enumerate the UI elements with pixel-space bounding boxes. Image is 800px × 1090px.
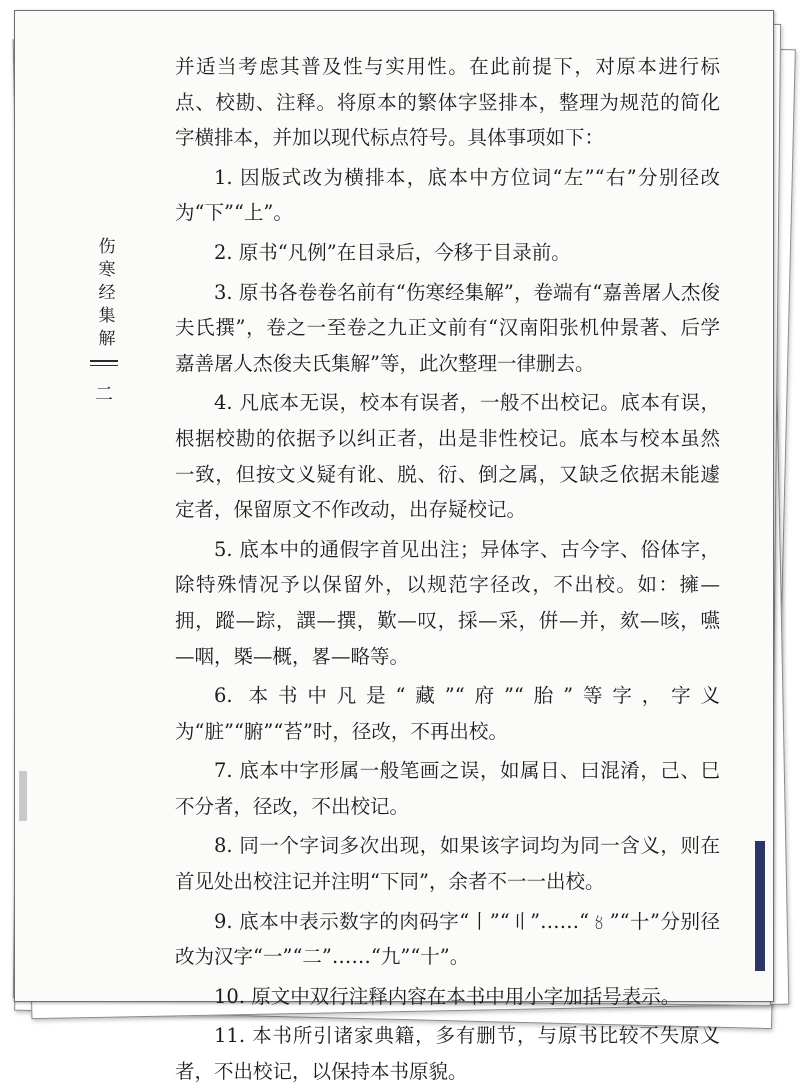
list-item: 1. 因版式改为横排本，底本中方位词“左”“右”分别径改为“下”“上”。 — [175, 165, 720, 225]
page-edge-mark — [755, 841, 765, 971]
list-item: 4. 凡底本无误，校本有误者，一般不出校记。底本有误，根据校勘的依据予以纠正者，出是非性校记。底本与校本虽然一致，但按文义疑有讹、脱、衍、倒之属，又缺乏依据未能遽定者，保留原文不作改动，出存疑校记。 — [175, 391, 720, 522]
body-text — [175, 49, 720, 1090]
list-item: 3. 原书各卷卷名前有“伤寒经集解”，卷端有“嘉善屠人杰俊夫氏撰”，卷之一至卷之九正文前有“汉南阳张机仲景著、后学嘉善屠人杰俊夫氏集解”等，此次整理一律删去。 — [175, 280, 720, 375]
list-item: 9. 底本中表示数字的肉码字“丨”“〢”……“〥”“〸”分别径改为汉字“一”“二”……“九”“十”。 — [175, 909, 720, 969]
list-item: 11. 本书所引诸家典籍，多有删节，与原书比较不失原义者，不出校记，以保持本书原貌。 — [175, 1024, 720, 1084]
intro-paragraph: 并适当考虑其普及性与实用性。在此前提下，对原本进行标点、校勘、注释。将原本的繁体字竖排本，整理为规范的简化字横排本，并加以现代标点符号。具体事项如下： — [175, 55, 720, 150]
list-item: 8. 同一个字词多次出现，如果该字词均为同一含义，则在首见处出校注记并注明“下同”，余者不一一出校。 — [175, 834, 720, 894]
running-title-text: 伤寒经集解 — [94, 237, 115, 352]
document-page — [14, 10, 774, 1084]
list-item: 7. 底本中字形属一般笔画之误，如属日、曰混淆，己、巳不分者，径改，不出校记。 — [175, 759, 720, 818]
list-item: 10. 原文中双行注释内容在本书中用小字加括号表示。 — [214, 984, 681, 1008]
page-edge-mark — [19, 771, 27, 821]
list-item: 6. 本书中凡是“藏”“府”“胎”等字，字义为“脏”“腑”“苔”时，径改，不再出校。 — [175, 684, 720, 743]
running-title — [89, 237, 119, 406]
list-item: 5. 底本中的通假字首见出注；异体字、古今字、俗体字，除特殊情况予以保留外，以规范字径改，不出校。如：擁—拥，蹤—踪，譔—撰，歎—叹，採—采，倂—并，欬—咳，嚥—咽，槩—概，畧—略等。 — [175, 537, 720, 668]
list-item: 2. 原书“凡例”在目录后，今移于目录前。 — [214, 240, 571, 264]
running-title-rule — [90, 360, 118, 366]
page-number: 二 — [95, 384, 113, 405]
